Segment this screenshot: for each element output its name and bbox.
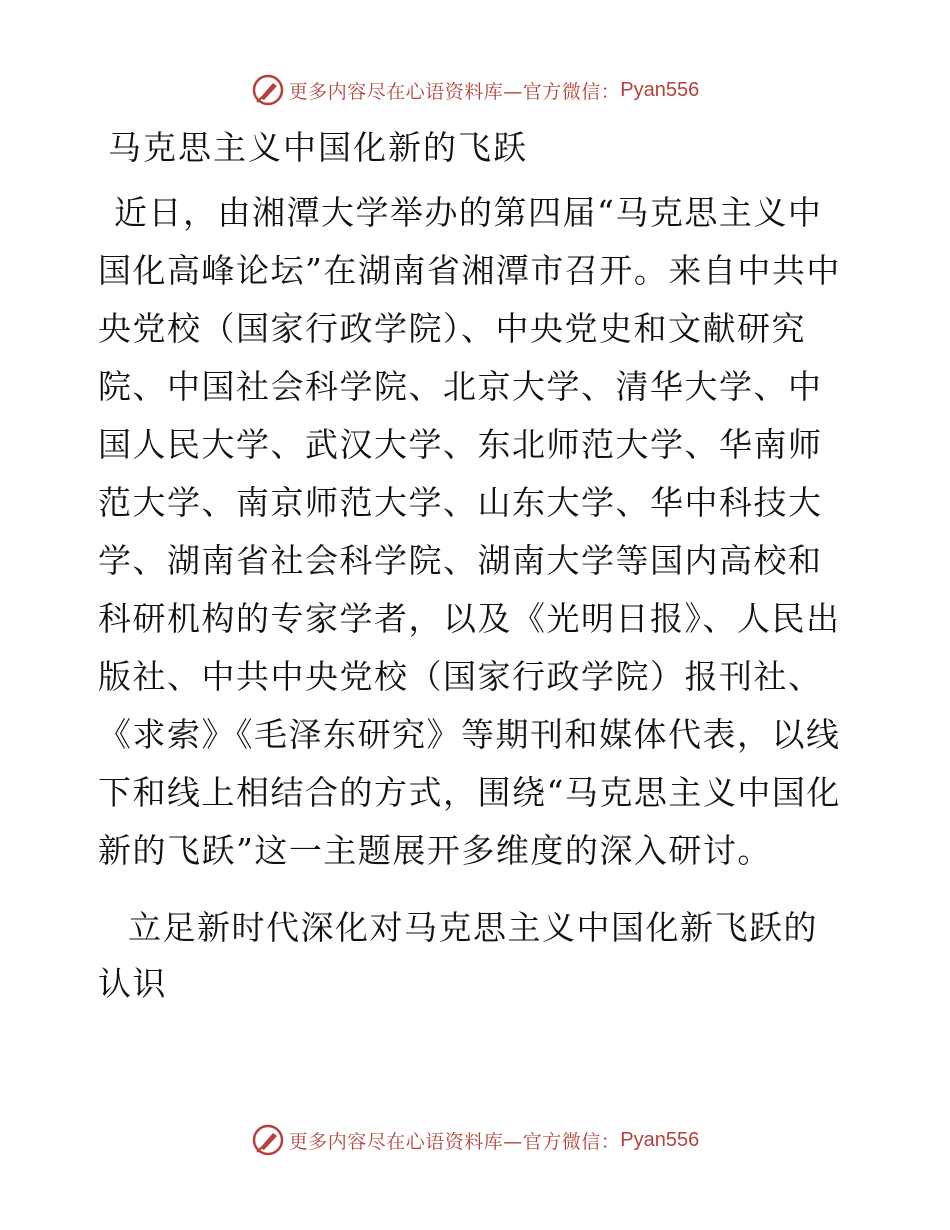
paragraph-intro: 近日，由湘潭大学举办的第四届“马克思主义中国化高峰论坛”在湖南省湘潭市召开。来自中共中央党校（国家行政学院）、中央党史和文献研究院、中国社会科学院、北京大学、清华大学、中国人民大学、武汉大学、东北师范大学、华南师范大学、南京师范大学、山东大学、华中科技大学、湖南省社会科学院、湖南大学等国内高校和科研机构的专家学者，以及《光明日报》、人民出版社、中共中央党校（国家行政学院）报刊社、《求索》《毛泽东研究》等期刊和媒体代表，以线下和线上相结合的方式，围绕“马克思主义中国化新的飞跃”这一主题展开多维度的深入研讨。 <box>98 193 841 870</box>
watermark-handle: Pyan556 <box>620 78 700 101</box>
document-title: 马克思主义中国化新的飞跃 <box>108 128 528 167</box>
document-body <box>98 118 850 1012</box>
watermark-text: 更多内容尽在心语资料库—官方微信： <box>288 1130 621 1153</box>
pen-logo-icon <box>251 73 285 107</box>
pen-logo-icon <box>251 1123 285 1157</box>
footer-watermark <box>0 1120 950 1160</box>
section-heading: 立足新时代深化对马克思主义中国化新飞跃的认识 <box>98 908 818 1003</box>
header-watermark <box>0 70 950 110</box>
watermark-handle: Pyan556 <box>620 1128 700 1151</box>
watermark-text: 更多内容尽在心语资料库—官方微信： <box>288 80 621 103</box>
